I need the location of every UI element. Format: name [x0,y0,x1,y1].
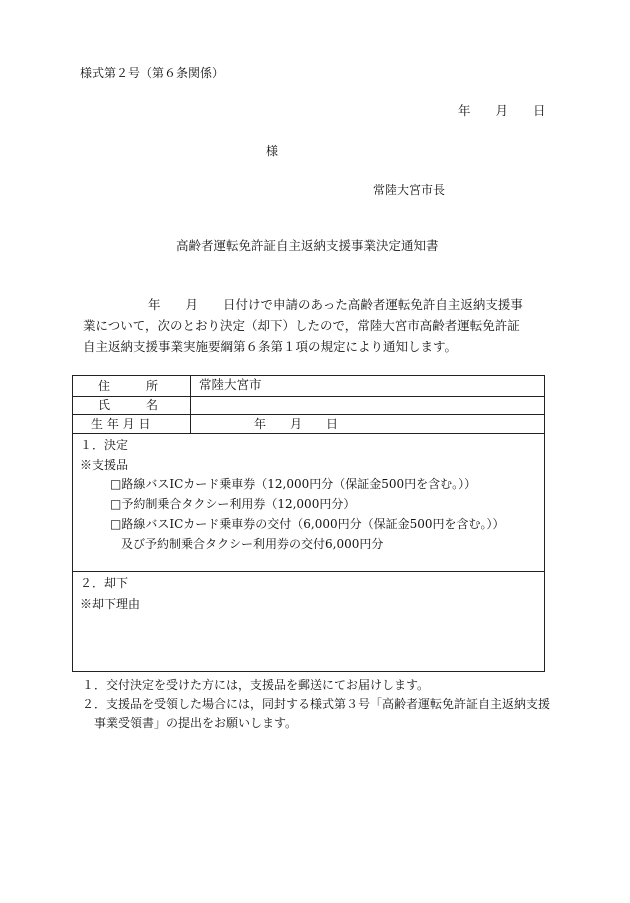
row-divider [73,396,544,397]
dob-label: 生 年 月 日 [91,417,151,431]
decision-header: １．決定 [80,438,129,452]
row-divider [73,414,544,415]
column-divider [190,376,191,433]
dob-value: 年 月 日 [254,417,339,431]
option-bus-card: □路線バスICカード乗車券（12,000円分（保証金500円を含む。）） [110,477,477,491]
address-label: 住 所 [98,379,159,393]
document-title: 高齢者運転免許証自主返納支援事業決定通知書 [176,238,439,253]
addressee-suffix: 様 [266,144,279,158]
option-combined-continued: 及び予約制乗合タクシー利用券の交付6,000円分 [121,537,384,551]
name-label: 氏 名 [98,398,159,412]
note-2: ２．支援品を受領した場合には，同封する様式第３号「高齢者運転免許証自主返納支援 [82,697,551,711]
note-1: １．交付決定を受けた方には，支援品を郵送にてお届けします。 [82,678,430,692]
row-divider [73,433,544,434]
rejection-header: ２．却下 [80,576,129,590]
option-combined: □路線バスICカード乗車券の交付（6,000円分（保証金500円を含む。）） [110,517,505,531]
section-divider [73,571,544,572]
issuer: 常陸大宮市長 [373,183,446,197]
rejection-reason-header: ※却下理由 [80,597,141,611]
note-2-continued: 事業受領書」の提出をお願いします。 [94,716,298,730]
date-line: 年 月 日 [458,103,546,118]
body-line-1: 年 月 日付けで申請のあった高齢者運転免許自主返納支援事 [148,297,523,312]
notice-table [72,375,545,672]
body-line-3: 自主返納支援事業実施要綱第６条第１項の規定により通知します。 [83,339,458,354]
form-number: 様式第２号（第６条関係） [80,66,225,80]
body-line-2: 業について，次のとおり決定（却下）したので，常陸大宮市高齢者運転免許証 [83,318,520,333]
option-taxi-ticket: □予約制乗合タクシー利用券（12,000円分） [110,497,356,511]
support-items-header: ※支援品 [80,458,129,472]
address-value: 常陸大宮市 [199,377,262,392]
